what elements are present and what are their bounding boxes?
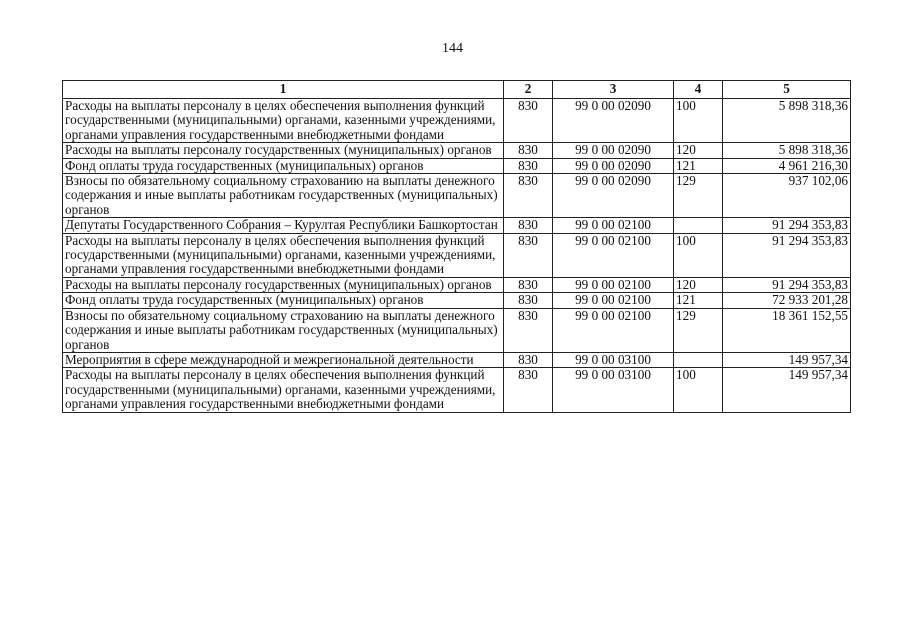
table-row [63, 99, 851, 143]
row-code: 99 0 00 02100 [553, 308, 674, 352]
row-name: Расходы на выплаты персоналу государственных (муниципальных) органов [63, 277, 504, 292]
row-section: 830 [504, 158, 553, 173]
column-header-amount: 5 [723, 81, 851, 99]
row-code: 99 0 00 02100 [553, 293, 674, 308]
column-header-type: 4 [674, 81, 723, 99]
row-name: Взносы по обязательному социальному страхованию на выплаты денежного содержания и иные выплаты работникам государственных (муниципальных) органов [63, 174, 504, 218]
row-code: 99 0 00 03100 [553, 352, 674, 367]
row-section: 830 [504, 308, 553, 352]
column-header-name: 1 [63, 81, 504, 99]
table-row [63, 352, 851, 367]
row-section: 830 [504, 293, 553, 308]
row-section: 830 [504, 352, 553, 367]
budget-table [62, 80, 851, 413]
row-type: 129 [674, 174, 723, 218]
row-code: 99 0 00 02100 [553, 277, 674, 292]
row-amount: 5 898 318,36 [723, 99, 851, 143]
row-name: Расходы на выплаты персоналу в целях обеспечения выполнения функций государственными (муниципальными) органами, казенными учреждениями, органами управления государственными внебюджетными фондами [63, 368, 504, 412]
row-code: 99 0 00 02090 [553, 99, 674, 143]
row-code: 99 0 00 02090 [553, 158, 674, 173]
row-amount: 5 898 318,36 [723, 143, 851, 158]
row-code: 99 0 00 02100 [553, 233, 674, 277]
table-row [63, 218, 851, 233]
row-name: Фонд оплаты труда государственных (муниципальных) органов [63, 158, 504, 173]
table-row [63, 308, 851, 352]
row-section: 830 [504, 99, 553, 143]
row-type: 120 [674, 277, 723, 292]
row-amount: 149 957,34 [723, 352, 851, 367]
row-type: 120 [674, 143, 723, 158]
row-name: Расходы на выплаты персоналу в целях обеспечения выполнения функций государственными (муниципальными) органами, казенными учреждениями, органами управления государственными внебюджетными фондами [63, 99, 504, 143]
table-row [63, 174, 851, 218]
row-code: 99 0 00 02090 [553, 143, 674, 158]
row-amount: 937 102,06 [723, 174, 851, 218]
row-type [674, 352, 723, 367]
table-row [63, 277, 851, 292]
row-amount: 18 361 152,55 [723, 308, 851, 352]
row-section: 830 [504, 143, 553, 158]
row-type: 129 [674, 308, 723, 352]
table-row [63, 233, 851, 277]
page-number: 144 [442, 41, 463, 56]
row-section: 830 [504, 218, 553, 233]
row-name: Мероприятия в сфере международной и межрегиональной деятельности [63, 352, 504, 367]
row-type: 100 [674, 99, 723, 143]
row-section: 830 [504, 233, 553, 277]
row-name: Фонд оплаты труда государственных (муниципальных) органов [63, 293, 504, 308]
row-amount: 91 294 353,83 [723, 218, 851, 233]
table-row [63, 368, 851, 412]
row-name: Взносы по обязательному социальному страхованию на выплаты денежного содержания и иные выплаты работникам государственных (муниципальных) органов [63, 308, 504, 352]
row-amount: 149 957,34 [723, 368, 851, 412]
row-amount: 91 294 353,83 [723, 277, 851, 292]
table-row [63, 143, 851, 158]
row-amount: 91 294 353,83 [723, 233, 851, 277]
row-section: 830 [504, 277, 553, 292]
row-code: 99 0 00 02100 [553, 218, 674, 233]
column-header-code: 3 [553, 81, 674, 99]
row-code: 99 0 00 03100 [553, 368, 674, 412]
row-amount: 72 933 201,28 [723, 293, 851, 308]
row-type: 121 [674, 293, 723, 308]
row-name: Депутаты Государственного Собрания – Курултая Республики Башкортостан [63, 218, 504, 233]
row-section: 830 [504, 368, 553, 412]
table-row [63, 293, 851, 308]
row-name: Расходы на выплаты персоналу государственных (муниципальных) органов [63, 143, 504, 158]
row-type: 100 [674, 368, 723, 412]
table-row [63, 158, 851, 173]
table-header-row [63, 81, 851, 99]
row-name: Расходы на выплаты персоналу в целях обеспечения выполнения функций государственными (муниципальными) органами, казенными учреждениями, органами управления государственными внебюджетными фондами [63, 233, 504, 277]
row-type [674, 218, 723, 233]
row-type: 100 [674, 233, 723, 277]
row-code: 99 0 00 02090 [553, 174, 674, 218]
row-amount: 4 961 216,30 [723, 158, 851, 173]
row-type: 121 [674, 158, 723, 173]
row-section: 830 [504, 174, 553, 218]
column-header-section: 2 [504, 81, 553, 99]
